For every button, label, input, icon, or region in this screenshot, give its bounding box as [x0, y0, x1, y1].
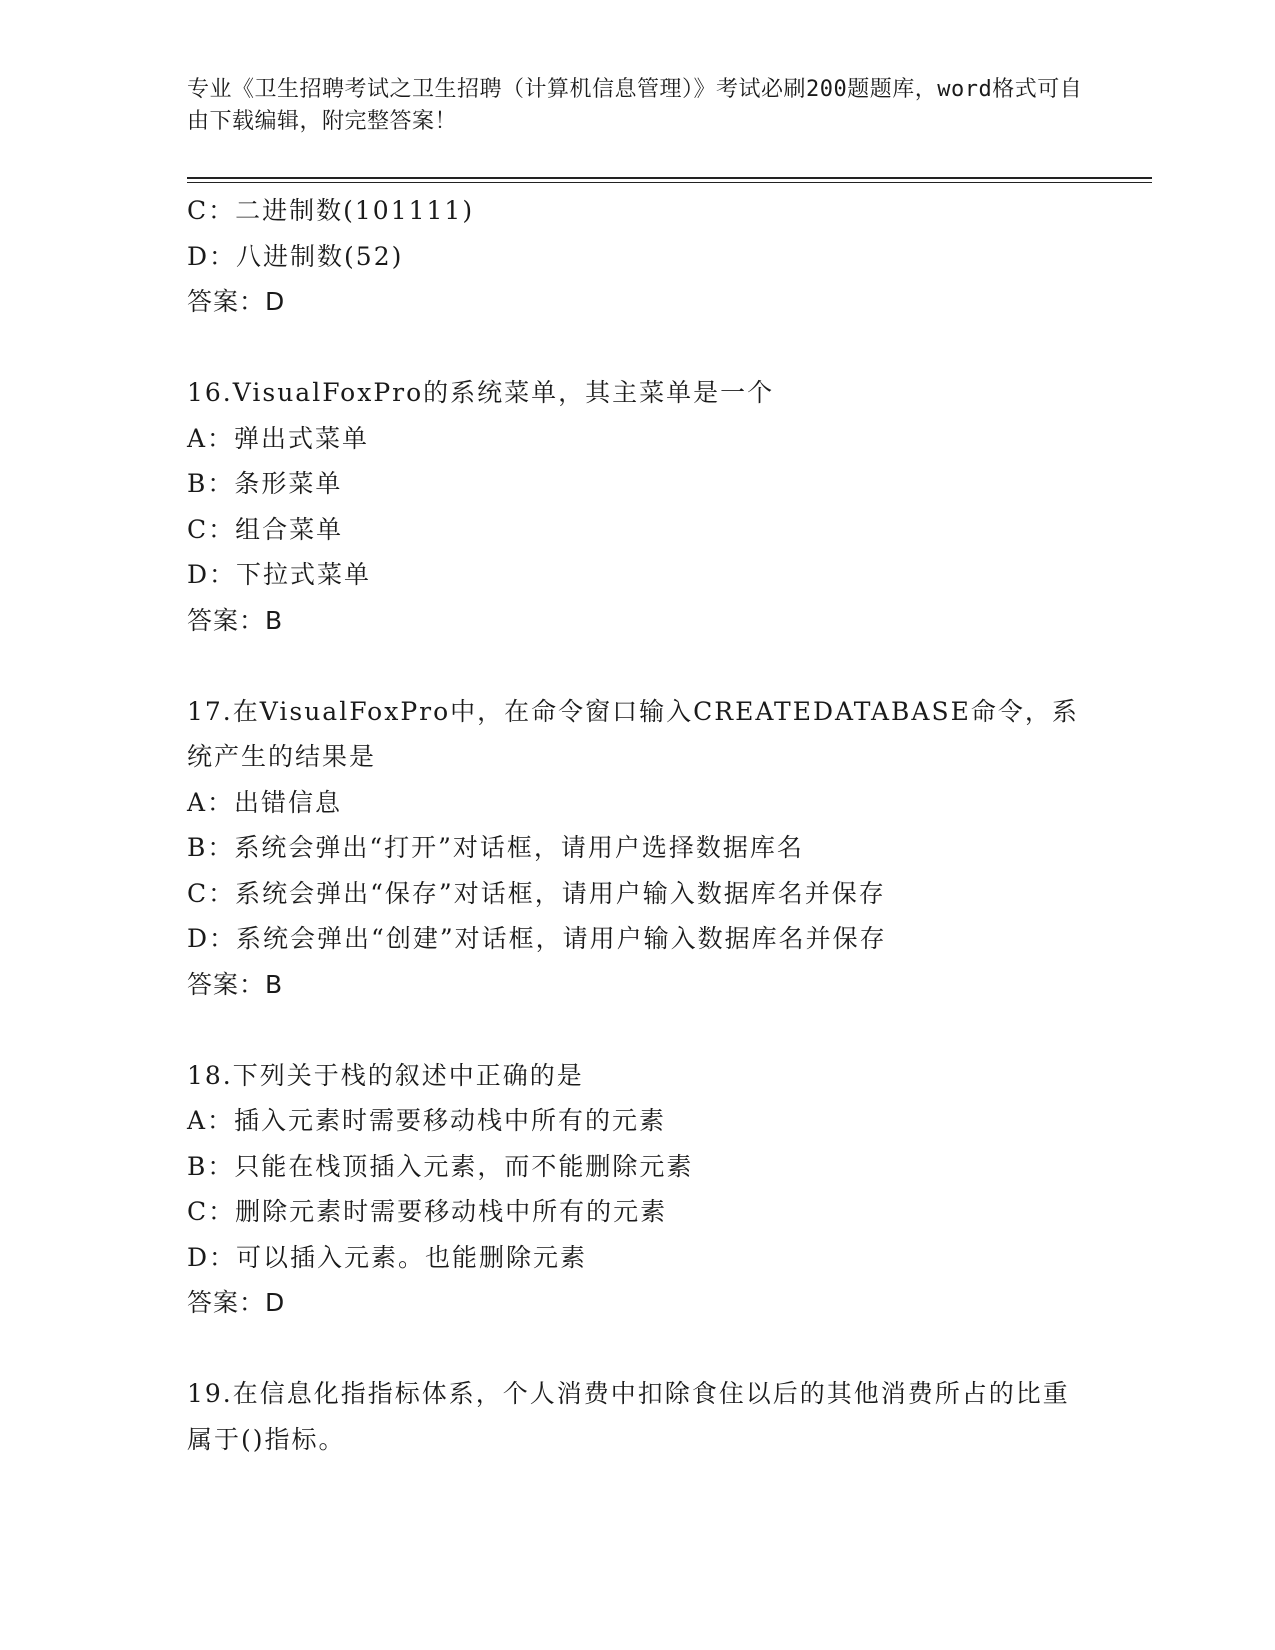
question-18: [187, 1053, 1087, 1326]
answer: 答案：D: [187, 287, 286, 316]
option-c: C：系统会弹出“保存”对话框，请用户输入数据库名并保存: [187, 878, 886, 908]
question-16: [187, 370, 1087, 643]
question-list: [187, 188, 1087, 1462]
header-divider-thin: [187, 182, 1152, 183]
question-text: 18.下列关于栈的叙述中正确的是: [187, 1060, 584, 1090]
question-15: [187, 188, 1087, 325]
spacer: [187, 1326, 1087, 1372]
option-d: D：可以插入元素。也能删除元素: [187, 1242, 588, 1272]
spacer: [187, 1007, 1087, 1053]
option-c: C：二进制数(101111): [187, 196, 475, 225]
option-b: B：系统会弹出“打开”对话框，请用户选择数据库名: [187, 833, 804, 862]
spacer: [187, 325, 1087, 371]
option-d: D：八进制数(52): [187, 241, 404, 271]
option-c: C：删除元素时需要移动栈中所有的元素: [187, 1197, 668, 1226]
question-17: [187, 689, 1087, 1008]
answer: 答案：D: [187, 1288, 286, 1317]
option-d: D：系统会弹出“创建”对话框，请用户输入数据库名并保存: [187, 924, 887, 953]
answer: 答案：B: [187, 969, 284, 999]
option-d: D：下拉式菜单: [187, 560, 372, 589]
option-b: B：只能在栈顶插入元素，而不能删除元素: [187, 1151, 694, 1181]
question-text: 19.在信息化指指标体系，个人消费中扣除食住以后的其他消费所占的比重属于()指标。: [187, 1379, 1070, 1454]
spacer: [187, 643, 1087, 689]
option-a: A：弹出式菜单: [187, 423, 370, 453]
document-header: 专业《卫生招聘考试之卫生招聘（计算机信息管理）》考试必刷200题题库，word格式可自由下载编辑，附完整答案！: [187, 77, 1083, 134]
header-divider-thick: [187, 177, 1152, 179]
option-b: B：条形菜单: [187, 469, 343, 498]
question-text: 16.VisualFoxPro的系统菜单，其主菜单是一个: [187, 378, 775, 407]
question-text: 17.在VisualFoxPro中，在命令窗口输入CREATEDATABASE命令，系统产生的结果是: [187, 696, 1079, 771]
question-19: [187, 1371, 1087, 1462]
option-c: C：组合菜单: [187, 514, 344, 544]
option-a: A：插入元素时需要移动栈中所有的元素: [187, 1106, 667, 1135]
option-a: A：出错信息: [187, 787, 343, 817]
answer: 答案：B: [187, 605, 284, 635]
